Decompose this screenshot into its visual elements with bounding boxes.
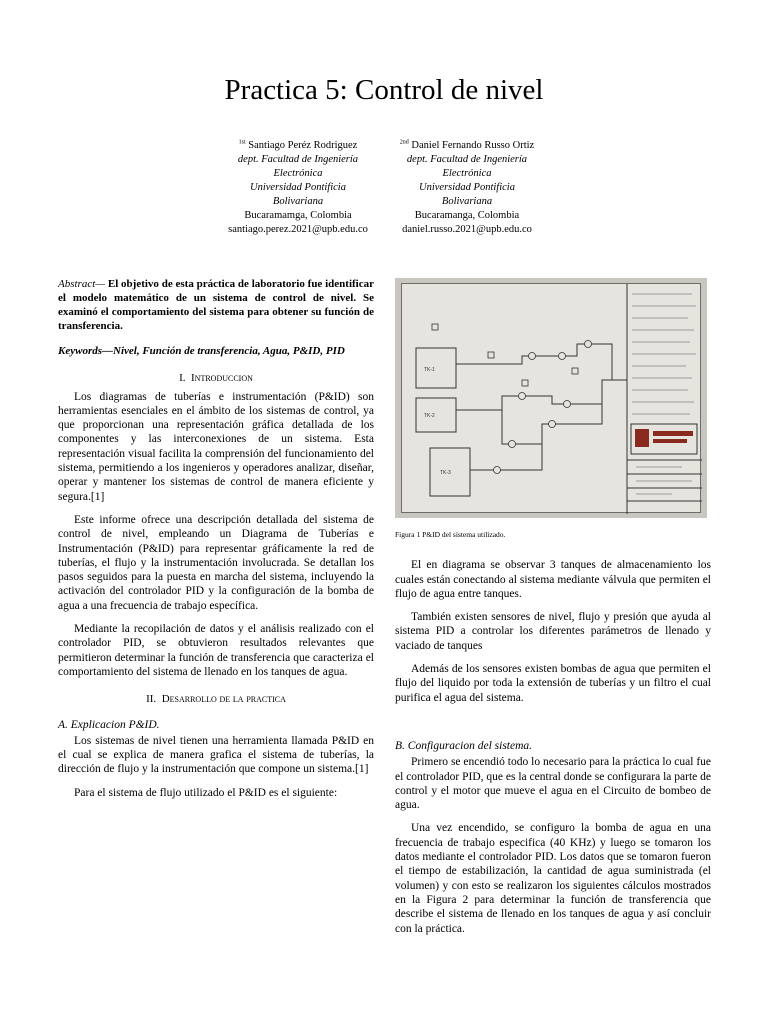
section-a-paragraph-1: Los sistemas de nivel tienen una herramienta llamada P&ID en el cual se explica de manera grafica el sistema de tuberías, la dirección de flujo y la instrumentación que compone un sistema.[1] <box>58 734 374 776</box>
intro-paragraph-3: Mediante la recopilación de datos y el análisis realizado con el controlador PID, se obtuvieron resultados relevantes que permitieron determinar la función de transferencia que caracteriza el comportamiento del sistema de llenado en los tanques de agua. <box>58 623 374 678</box>
author-university-2: Bolivariana <box>441 196 493 207</box>
intro-paragraph-1: Los diagramas de tuberías e instrumentación (P&ID) son herramientas esenciales en el ámbito de los sistemas de control, ya que proporcionan una representación gráfica detallada de los componentes y las interconexiones de un sistema. Esta representación visual facilita la comprensión del funcionamiento del sistema, permitiendo a los ingenieros y operadores analizar, diseñar, operar y mantener los sistemas de control de manera eficiente y segura.[1] <box>58 390 374 503</box>
section-heading-development: II. Desarrollo de la practica <box>146 693 286 706</box>
subsection-heading-a: A. Explicacion P&ID. <box>58 718 160 731</box>
author-city: Bucaramamga, Colombia <box>244 210 352 221</box>
tank-2-label: TK-2 <box>424 413 435 419</box>
pid-diagram-photo <box>395 278 707 518</box>
subsection-heading-b: B. Configuracion del sistema. <box>395 739 533 752</box>
intro-paragraph-2: Este informe ofrece una descripción detallada del sistema de control de nivel, empleando un Diagrama de Tuberías e Instrumentación (P&ID) para representar gráficamente la red de tuberías, el flujo y la instrumentación involucrada. Se detallan los pasos seguidos para la puesta en marcha del sistema, incluyendo la activación del controlador PID y la configuración de la bomba de agua a una frecuencia de trabajo específica. <box>58 513 374 612</box>
section-b-paragraph-1: Primero se encendió todo lo necesario para la práctica lo cual fue el controlador PID, que es la central donde se configurara la parte de control y el motor que mueve el agua en el Circuito de bombeo de agua. <box>395 756 711 812</box>
university-logo-icon <box>635 429 693 447</box>
tank-3-label: TK-3 <box>440 470 451 476</box>
keywords: Keywords—Nivel, Función de transferencia, Agua, P&ID, PID <box>58 345 345 357</box>
author-name: Santiago Peréz Rodriguez <box>248 140 358 151</box>
author-university: Universidad Pontificia <box>419 182 515 193</box>
figure-caption: Figura 1 P&ID del sistema utilizado. <box>395 530 506 539</box>
section-heading-intro: I. Introduccion <box>179 372 253 385</box>
pid-diagram-drawing <box>402 284 702 514</box>
abstract-text: El objetivo de esta práctica de laboratorio fue identificar el modelo matemático de un sistema de control de nivel. Se examinó el comportamiento del sistema para obtener su función de transferencia. <box>58 278 374 332</box>
author-university: Universidad Pontificia <box>250 182 346 193</box>
author-name: Daniel Fernando Russo Ortiz <box>411 140 535 151</box>
section-b-paragraph-2: Una vez encendido, se configuro la bomba de agua en una frecuencia de trabajo especifica (40 KHz) y luego se tomaron los datos mediante el controlador PID. Los datos que se tomaron fueron el tiempo de estabilización, la cantidad de agua suministrada (el volumen) y con esto se realizaron los siguientes cálculos mostrados en la Figura 2 para determinar la función de transferencia que describe el sistema de llenado en los tanques de agua y así concluir con la práctica. <box>395 822 711 935</box>
figure-paragraph-3: Además de los sensores existen bombas de agua que permiten el flujo del liquido por toda la extensión de tuberías y un filtro el cual purifica el agua del sistema. <box>395 663 711 704</box>
author-email: daniel.russo.2021@upb.edu.co <box>402 224 532 235</box>
author-marker: 1st <box>238 139 246 146</box>
author-1 <box>213 139 383 237</box>
section-a-paragraph-2: Para el sistema de flujo utilizado el P&ID es el siguiente: <box>74 786 338 799</box>
tank-1-label: TK-1 <box>424 367 435 373</box>
author-university-2: Bolivariana <box>272 196 324 207</box>
right-column <box>395 278 711 936</box>
figure-paragraph-2: También existen sensores de nivel, flujo y presión que ayuda al sistema PID a controlar los diferentes parámetros de llenado y vaciado de tanques <box>395 611 711 652</box>
author-email: santiago.perez.2021@upb.edu.co <box>228 224 368 235</box>
tank-2-shape <box>416 398 456 432</box>
author-dept-2: Electrónica <box>442 168 492 179</box>
author-marker: 2nd <box>399 139 409 146</box>
author-dept: dept. Facultad de Ingeniería <box>237 154 359 165</box>
left-column <box>58 277 374 800</box>
abstract-label: Abstract— <box>58 278 106 290</box>
author-dept: dept. Facultad de Ingeniería <box>406 154 528 165</box>
author-city: Bucaramanga, Colombia <box>414 210 520 221</box>
author-2 <box>382 139 552 237</box>
abstract <box>58 277 374 333</box>
figure-paragraph-1: El en diagrama se observar 3 tanques de almacenamiento los cuales están conectando al sistema mediante válvula que permiten el flujo de agua entre tanques. <box>395 559 711 600</box>
paper-title: Practica 5: Control de nivel <box>224 74 544 106</box>
author-dept-2: Electrónica <box>273 168 323 179</box>
pid-diagram-sheet <box>401 283 701 513</box>
tank-1-shape <box>416 348 456 388</box>
